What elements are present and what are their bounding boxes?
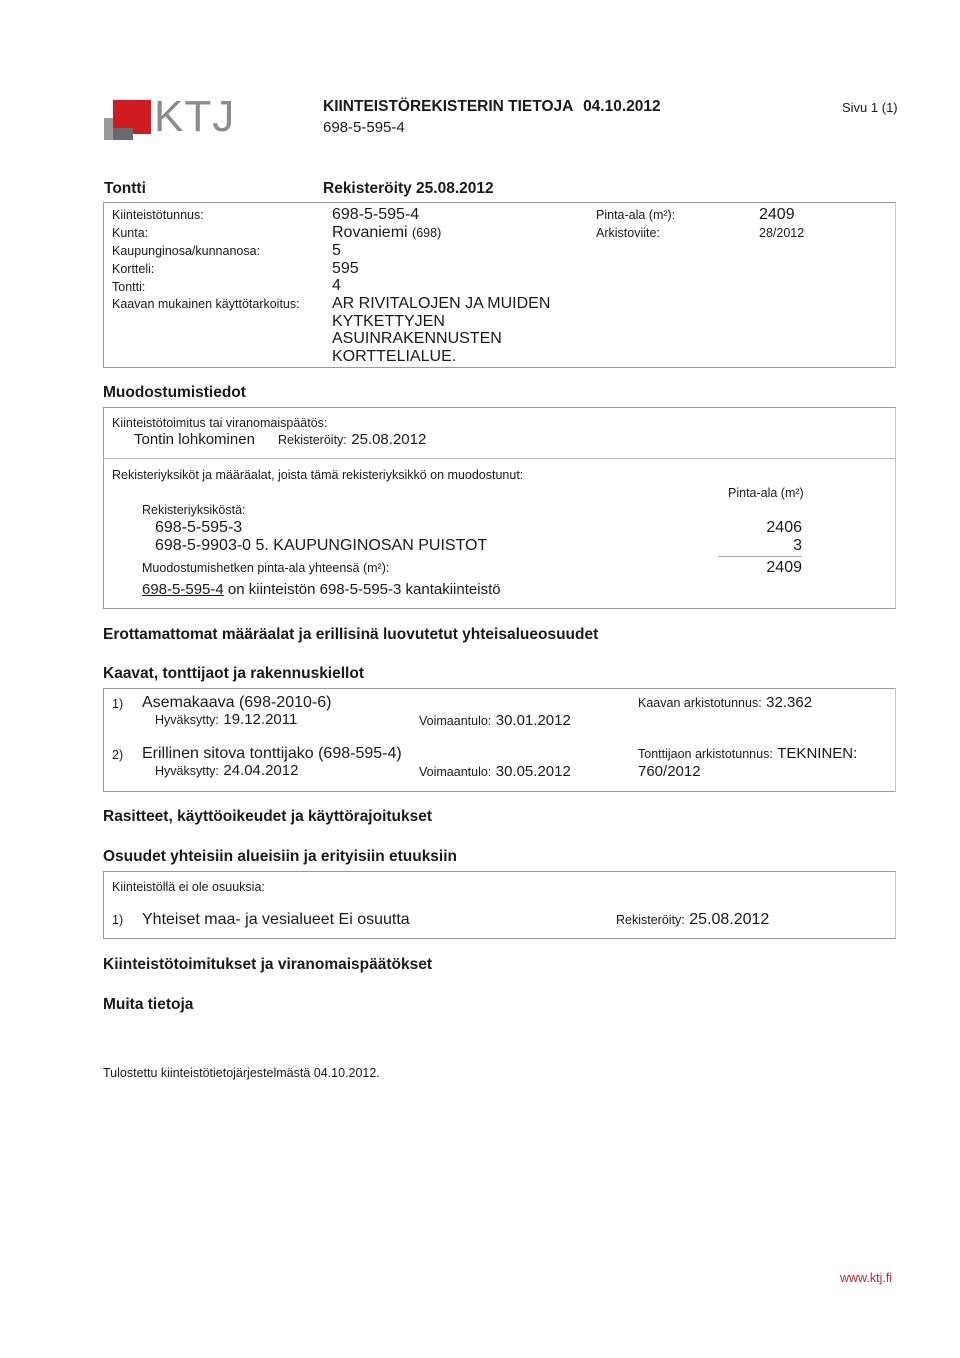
- muodostuminen-intro: Rekisteriyksiköt ja määräalat, joista tämä rekisteriyksikkö on muodostunut:: [112, 468, 524, 482]
- osuudet-title: Osuudet yhteisiin alueisiin ja erityisiin etuuksiin: [103, 848, 458, 865]
- kayttotarkoitus-line: KYTKETTYJEN: [332, 312, 445, 330]
- kunta-name: Rovaniemi: [332, 224, 408, 241]
- kaava-archive: [638, 745, 857, 763]
- osuus-registered: [616, 911, 769, 929]
- archive-value-continued: 760/2012: [638, 763, 701, 780]
- toimitus-label: Kiinteistötoimitus tai viranomaispäätös:: [112, 416, 328, 430]
- kayttotarkoitus-line: KORTTELIALUE.: [332, 347, 457, 365]
- archive-value: 32.362: [766, 694, 813, 711]
- effective-value: 30.05.2012: [495, 763, 571, 780]
- archive-label: Tonttijaon arkistotunnus:: [638, 747, 773, 761]
- document-id: 698-5-595-4: [323, 119, 405, 136]
- value-pinta-ala: 2409: [759, 206, 795, 223]
- kaava-approved: [155, 711, 297, 729]
- approved-label: Hyväksytty:: [155, 713, 219, 727]
- kantakiinteisto-note: [142, 581, 501, 598]
- footer-url[interactable]: www.ktj.fi: [840, 1271, 893, 1285]
- approved-label: Hyväksytty:: [155, 764, 219, 778]
- effective-value: 30.01.2012: [495, 712, 571, 729]
- approved-value: 19.12.2011: [223, 711, 298, 728]
- sum-rule: [718, 556, 802, 557]
- kayttotarkoitus-line: AR RIVITALOJEN JA MUIDEN: [332, 295, 551, 312]
- osuus-reg-value: 25.08.2012: [689, 911, 770, 928]
- kaava-effective: [419, 763, 571, 781]
- value-kayttotarkoitus: [332, 295, 550, 365]
- value-kaupunginosa: 5: [332, 242, 341, 259]
- logo-mark-icon: [104, 96, 154, 144]
- kaava-num: 1): [112, 697, 124, 711]
- printed-note: Tulostettu kiinteistötietojärjestelmästä 04.10.2012.: [103, 1066, 380, 1080]
- label-kiinteistotunnus: Kiinteistötunnus:: [112, 208, 204, 222]
- from-label: Rekisteriyksiköstä:: [142, 503, 246, 517]
- kantakiinteisto-text: on kiinteistön 698-5-595-3 kantakiinteistö: [227, 581, 501, 598]
- label-pinta-ala: Pinta-ala (m²):: [596, 208, 676, 222]
- label-kunta: Kunta:: [112, 226, 149, 240]
- osuus-reg-label: Rekisteröity:: [616, 913, 685, 927]
- archive-label: Kaavan arkistotunnus:: [638, 696, 762, 710]
- osuus-num: 1): [112, 913, 124, 927]
- tontti-title: Tontti: [104, 180, 146, 197]
- label-kaupunginosa: Kaupunginosa/kunnanosa:: [112, 244, 261, 258]
- kaava-name: Asemakaava (698-2010-6): [142, 694, 332, 711]
- value-kunta: [332, 224, 441, 242]
- total-label: Muodostumishetken pinta-ala yhteensä (m²):: [142, 561, 390, 575]
- document-title-text: KIINTEISTÖREKISTERIN TIETOJA: [323, 98, 573, 115]
- logo-text: KTJ: [154, 92, 236, 141]
- rasitteet-title: Rasitteet, käyttöoikeudet ja käyttörajoitukset: [103, 808, 433, 825]
- kaava-name: Erillinen sitova tonttijako (698-595-4): [142, 745, 402, 762]
- archive-value: TEKNINEN:: [777, 745, 858, 762]
- label-tontti: Tontti:: [112, 280, 146, 294]
- total-value: 2409: [766, 559, 802, 576]
- unit-area: 3: [793, 537, 802, 554]
- muita-title: Muita tietoja: [103, 996, 194, 1013]
- value-arkistoviite: 28/2012: [759, 226, 805, 240]
- kaava-approved: [155, 762, 298, 780]
- tontti-registered: Rekisteröity 25.08.2012: [323, 180, 494, 197]
- toimitukset-title: Kiinteistötoimitukset ja viranomaispäätökset: [103, 956, 433, 973]
- kantakiinteisto-link[interactable]: 698-5-595-4: [142, 581, 224, 598]
- osuudet-intro: Kiinteistöllä ei ole osuuksia:: [112, 880, 265, 894]
- divider: [103, 458, 895, 459]
- osuus-text: Yhteiset maa- ja vesialueet Ei osuutta: [142, 911, 410, 928]
- value-kiinteistotunnus: 698-5-595-4: [332, 206, 420, 223]
- label-arkistoviite: Arkistoviite:: [596, 226, 660, 240]
- unit-area: 2406: [766, 519, 802, 536]
- document-date: 04.10.2012: [583, 98, 661, 115]
- approved-value: 24.04.2012: [223, 762, 299, 779]
- label-kayttotarkoitus: Kaavan mukainen käyttötarkoitus:: [112, 297, 300, 311]
- page-number: Sivu 1 (1): [842, 100, 898, 115]
- value-tontti: 4: [332, 277, 341, 294]
- effective-label: Voimaantulo:: [419, 714, 492, 728]
- label-kortteli: Kortteli:: [112, 262, 155, 276]
- ktj-logo: [104, 92, 236, 144]
- kaavat-title: Kaavat, tonttijaot ja rakennuskiellot: [103, 665, 364, 682]
- toimitus-reg-label: Rekisteröity:: [278, 433, 347, 447]
- area-column-header: Pinta-ala (m²): [728, 486, 804, 500]
- toimitus-registered: [278, 431, 426, 449]
- muodostumistiedot-title: Muodostumistiedot: [103, 384, 246, 401]
- effective-label: Voimaantulo:: [419, 765, 492, 779]
- kunta-code: (698): [412, 226, 442, 240]
- unit-id: 698-5-595-3: [155, 519, 243, 536]
- document-title: [323, 98, 661, 116]
- toimitus-value: Tontin lohkominen: [134, 431, 255, 448]
- kaava-archive: [638, 694, 812, 712]
- erottamattomat-title: Erottamattomat määräalat ja erillisinä luovutetut yhteisalueosuudet: [103, 626, 599, 643]
- kayttotarkoitus-line: ASUINRAKENNUSTEN: [332, 330, 502, 347]
- kaava-num: 2): [112, 748, 124, 762]
- kaava-effective: [419, 712, 571, 730]
- toimitus-reg-value: 25.08.2012: [351, 431, 427, 448]
- unit-id: 698-5-9903-0 5. KAUPUNGINOSAN PUISTOT: [155, 537, 488, 554]
- value-kortteli: 595: [332, 260, 359, 277]
